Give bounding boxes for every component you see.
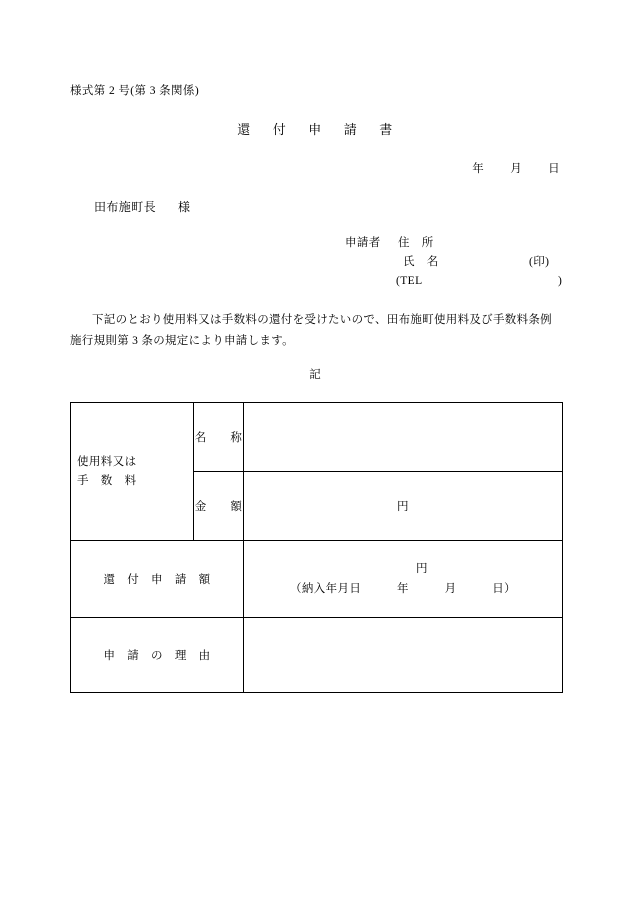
applicant-name-label: 氏 名: [403, 256, 439, 268]
fee-name-sub-label: 名 称: [194, 403, 244, 472]
refund-paid-date-label: （納入年月日 年 月 日）: [289, 583, 517, 595]
fee-type-label-line1: 使用料又は: [77, 455, 137, 468]
title-char-3: 申: [308, 122, 322, 137]
reason-input-cell[interactable]: [244, 618, 563, 693]
title-char-1: 還: [237, 122, 251, 137]
fee-amount-input-cell[interactable]: 円: [244, 472, 563, 541]
body-paragraph-text: 下記のとおり使用料又は手数料の還付を受けたいので、田布施町使用料及び手数料条例施行規則第 3 条の規定により申請します。: [70, 314, 552, 347]
body-paragraph: [70, 310, 562, 352]
title-char-5: 書: [379, 122, 393, 137]
title-char-2: 付: [272, 122, 287, 137]
fee-type-label-cell: [71, 403, 194, 541]
addressee-honorific: 様: [178, 200, 191, 214]
applicant-name-row: [345, 253, 560, 272]
refund-amount-yen-unit: 円: [416, 563, 428, 575]
applicant-address-label: 住 所: [398, 237, 434, 249]
fee-type-label-line2: 手 数 料: [77, 474, 137, 487]
table-row: [71, 618, 563, 693]
addressee: [94, 198, 190, 215]
applicant-seal-label: (印): [529, 256, 550, 268]
applicant-tel-label: (TEL: [396, 275, 423, 287]
table-row: [71, 403, 563, 472]
application-table: [70, 402, 563, 693]
date-year-label: 年: [472, 163, 485, 175]
addressee-name: 田布施町長: [94, 200, 157, 214]
reason-label: 申 請 の 理 由: [71, 618, 244, 693]
date-month-label: 月: [510, 163, 523, 175]
fee-name-input-cell[interactable]: [244, 403, 563, 472]
form-number: 様式第 2 号(第 3 条関係): [70, 85, 200, 97]
date-line: [0, 160, 630, 176]
title-char-4: 請: [343, 122, 358, 137]
fee-amount-sub-label: 金 額: [194, 472, 244, 541]
refund-amount-label: 還 付 申 請 額: [71, 541, 244, 618]
applicant-tel-paren-close: ): [558, 275, 563, 287]
applicant-label: 申請者: [345, 237, 381, 249]
refund-amount-input-cell[interactable]: [244, 541, 563, 618]
table-row: [71, 541, 563, 618]
page-title: [0, 119, 630, 138]
date-day-label: 日: [548, 163, 560, 175]
applicant-address-row: [345, 234, 560, 253]
ki-mark: 記: [309, 369, 321, 381]
applicant-tel-row: [345, 272, 563, 291]
applicant-block: [345, 234, 563, 291]
